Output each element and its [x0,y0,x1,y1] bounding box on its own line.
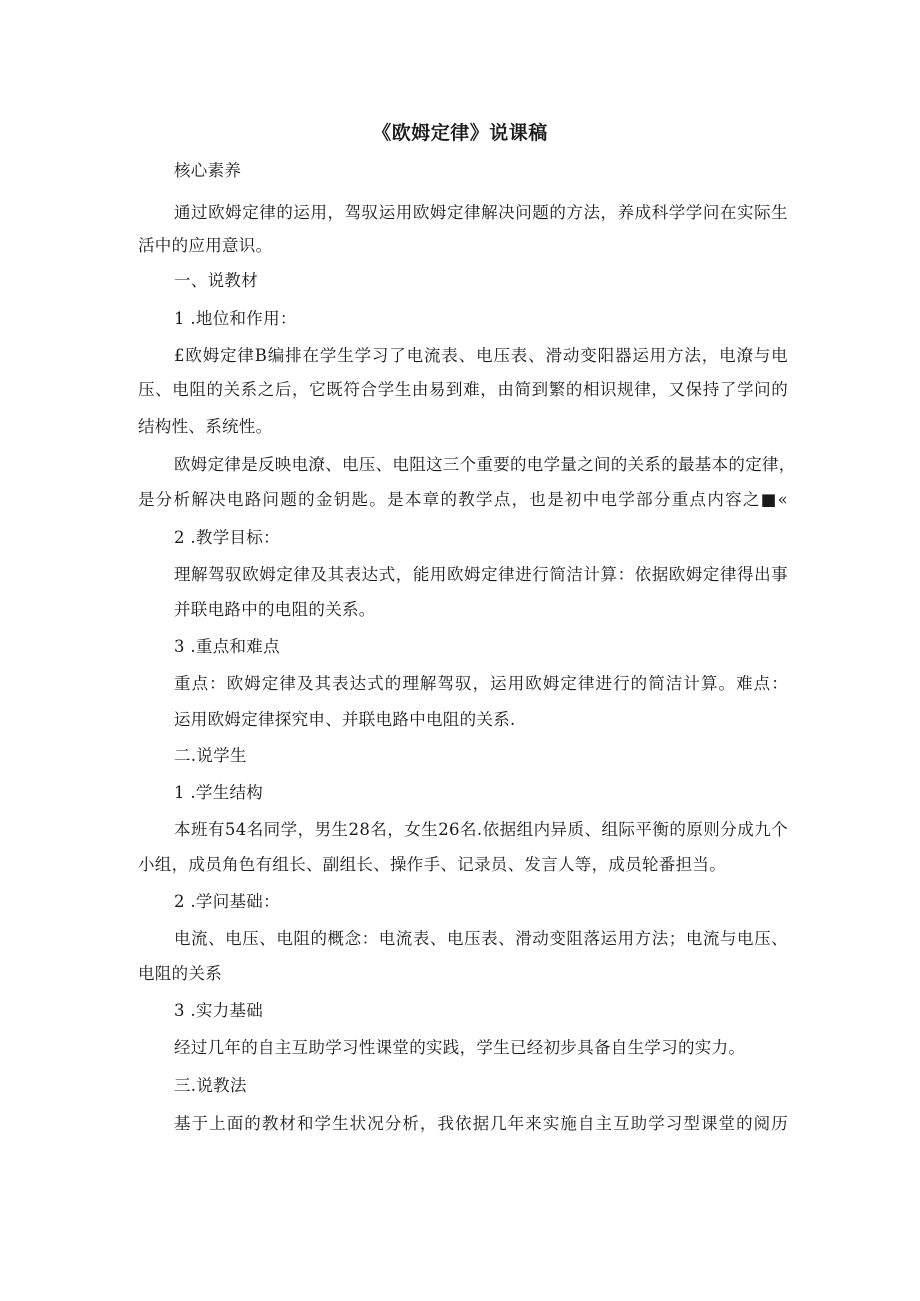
document-title: 《欧姆定律》说课稿 [372,122,548,144]
paragraph-line: 基于上面的教材和学生状况分析，我依据几年来实施自主互助学习型课堂的阅历 [174,1114,788,1133]
paragraph-line: 经过几年的自主互助学习性课堂的实践，学生已经初步具备自生学习的实力。 [174,1038,746,1057]
paragraph-line: 电流、电压、电阻的概念：电流表、电压表、滑动变阻落运用方法；电流与电压、 [174,929,788,948]
paragraph-line: 理解驾驭欧姆定律及其表达式，能用欧姆定律进行简洁计算：依据欧姆定律得出事 [174,565,788,584]
subsection-heading: 3 .重点和难点 [174,637,280,656]
paragraph-line: 欧姆定律是反映电潦、电压、电阻这三个重要的电学量之间的关系的最基本的定律， [174,455,796,474]
paragraph-line: 运用欧姆定律探究申、并联电路中电阻的关系. [174,710,516,729]
section-heading: 二.说学生 [174,746,247,765]
paragraph-line: 压、电阻的关系之后，它既符合学生由易到难，由简到繁的相识规律，又保持了学问的 [138,380,788,399]
section-heading: 一、说教材 [174,271,258,290]
paragraph-line: 小组，成员角色有组长、副组长、操作手、记录员、发言人等，成员轮番担当。 [138,855,726,874]
paragraph-line: 电阻的关系 [138,964,222,983]
subsection-heading: 2 .学问基础： [174,892,280,911]
subsection-heading: 1 .地位和作用： [174,309,297,328]
subsection-heading: 3 .实力基础 [174,1001,264,1020]
subsection-heading: 1 .学生结构 [174,783,264,802]
paragraph-line: 是分析解决电路问题的金钥匙。是本章的教学点，也是初中电学部分重点内容之■« [138,490,788,509]
section-heading: 核心素养 [174,161,242,180]
paragraph-line: 通过欧姆定律的运用，驾驭运用欧姆定律解决问题的方法，养成科学学问在实际生 [174,203,788,222]
paragraph-line: 结构性、系统性。 [138,417,273,436]
paragraph-line: 重点：欧姆定律及其表达式的理解驾驭，运用欧姆定律进行的简洁计算。难点： [174,674,788,693]
paragraph-line: 活中的应用意识。 [138,236,273,255]
subsection-heading: 2 .教学目标： [174,528,280,547]
paragraph-line: £欧姆定律B编排在学生学习了电流表、电压表、滑动变阳器运用方法，电潦与电 [174,346,788,365]
paragraph-line: 本班有54名同学，男生28名，女生26名.依据组内异质、组际平衡的原则分成九个 [174,820,788,839]
section-heading: 三.说教法 [174,1076,247,1095]
paragraph-line: 并联电路中的电阻的关系。 [174,600,376,619]
